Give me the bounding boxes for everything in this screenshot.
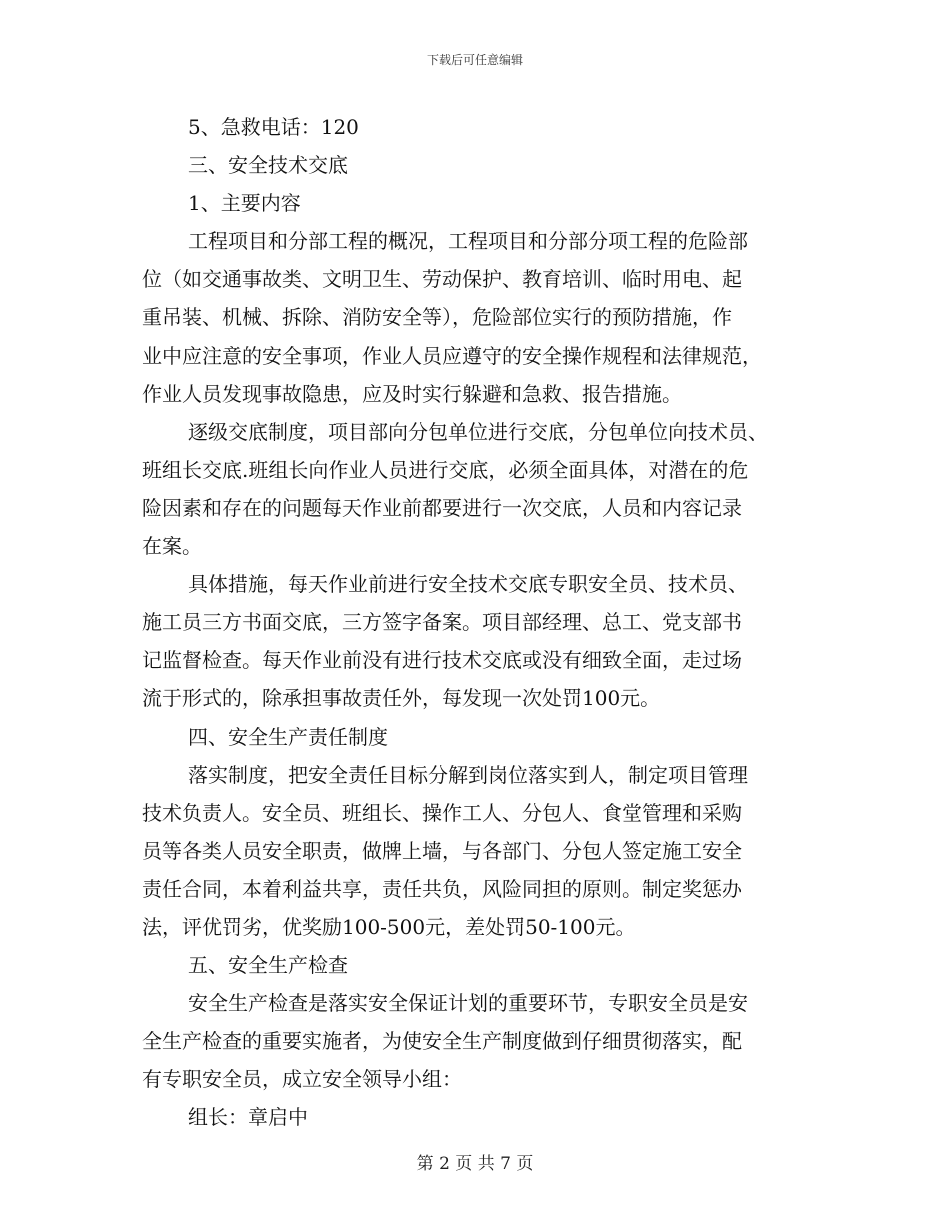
section-heading-4: 四、安全生产责任制度 (188, 724, 388, 749)
document-body (142, 108, 812, 1137)
paragraph-line: 具体措施，每天作业前进行安全技术交底专职安全员、技术员、 (188, 572, 748, 597)
paragraph-line: 班组长交底.班组长向作业人员进行交底，必须全面具体，对潜在的危 (142, 457, 749, 482)
page-number-footer: 第 2 页 共 7 页 (416, 1154, 534, 1174)
paragraph-line: 在案。 (142, 534, 202, 559)
paragraph-line: 作业人员发现事故隐患，应及时实行躲避和急救、报告措施。 (142, 381, 682, 406)
paragraph-line: 有专职安全员，成立安全领导小组： (142, 1067, 462, 1092)
paragraph-line: 责任合同，本着利益共享，责任共负，风险同担的原则。制定奖惩办 (142, 876, 742, 901)
paragraph-line: 位（如交通事故类、文明卫生、劳动保护、教育培训、临时用电、起 (142, 267, 742, 292)
section-heading-3: 三、安全技术交底 (188, 153, 348, 178)
paragraph-line: 工程项目和分部工程的概况，工程项目和分部分项工程的危险部 (188, 229, 748, 254)
item-emergency-phone: 5、急救电话：120 (188, 115, 359, 139)
paragraph-line: 重吊装、机械、拆除、消防安全等），危险部位实行的预防措施，作 (142, 305, 732, 330)
page-header: 下载后可任意编辑 (426, 53, 523, 67)
paragraph-line: 法，评优罚劣，优奖励100-500元，差处罚50-100元。 (142, 914, 636, 939)
paragraph-line: 技术负责人。安全员、班组长、操作工人、分包人、食堂管理和采购 (142, 800, 742, 825)
section-heading-5: 五、安全生产检查 (188, 953, 348, 978)
paragraph-line: 流于形式的，除承担事故责任外，每发现一次处罚100元。 (142, 686, 661, 711)
paragraph-line: 施工员三方书面交底，三方签字备案。项目部经理、总工、党支部书 (142, 610, 742, 635)
paragraph-line: 险因素和存在的问题每天作业前都要进行一次交底，人员和内容记录 (142, 495, 742, 520)
paragraph-line: 安全生产检查是落实安全保证计划的重要环节，专职安全员是安 (188, 991, 748, 1016)
paragraph-line: 业中应注意的安全事项，作业人员应遵守的安全操作规程和法律规范， (142, 343, 762, 368)
paragraph-line: 落实制度，把安全责任目标分解到岗位落实到人，制定项目管理 (188, 762, 748, 787)
paragraph-line: 全生产检查的重要实施者，为使安全生产制度做到仔细贯彻落实，配 (142, 1029, 742, 1054)
paragraph-line: 逐级交底制度，项目部向分包单位进行交底，分包单位向技术员、 (188, 419, 768, 444)
paragraph-line: 记监督检查。每天作业前没有进行技术交底或没有细致全面，走过场 (142, 648, 742, 673)
subsection-heading-1: 1、主要内容 (188, 191, 301, 216)
group-leader-line: 组长：章启中 (188, 1105, 308, 1130)
paragraph-line: 员等各类人员安全职责，做牌上墙，与各部门、分包人签定施工安全 (142, 838, 742, 863)
